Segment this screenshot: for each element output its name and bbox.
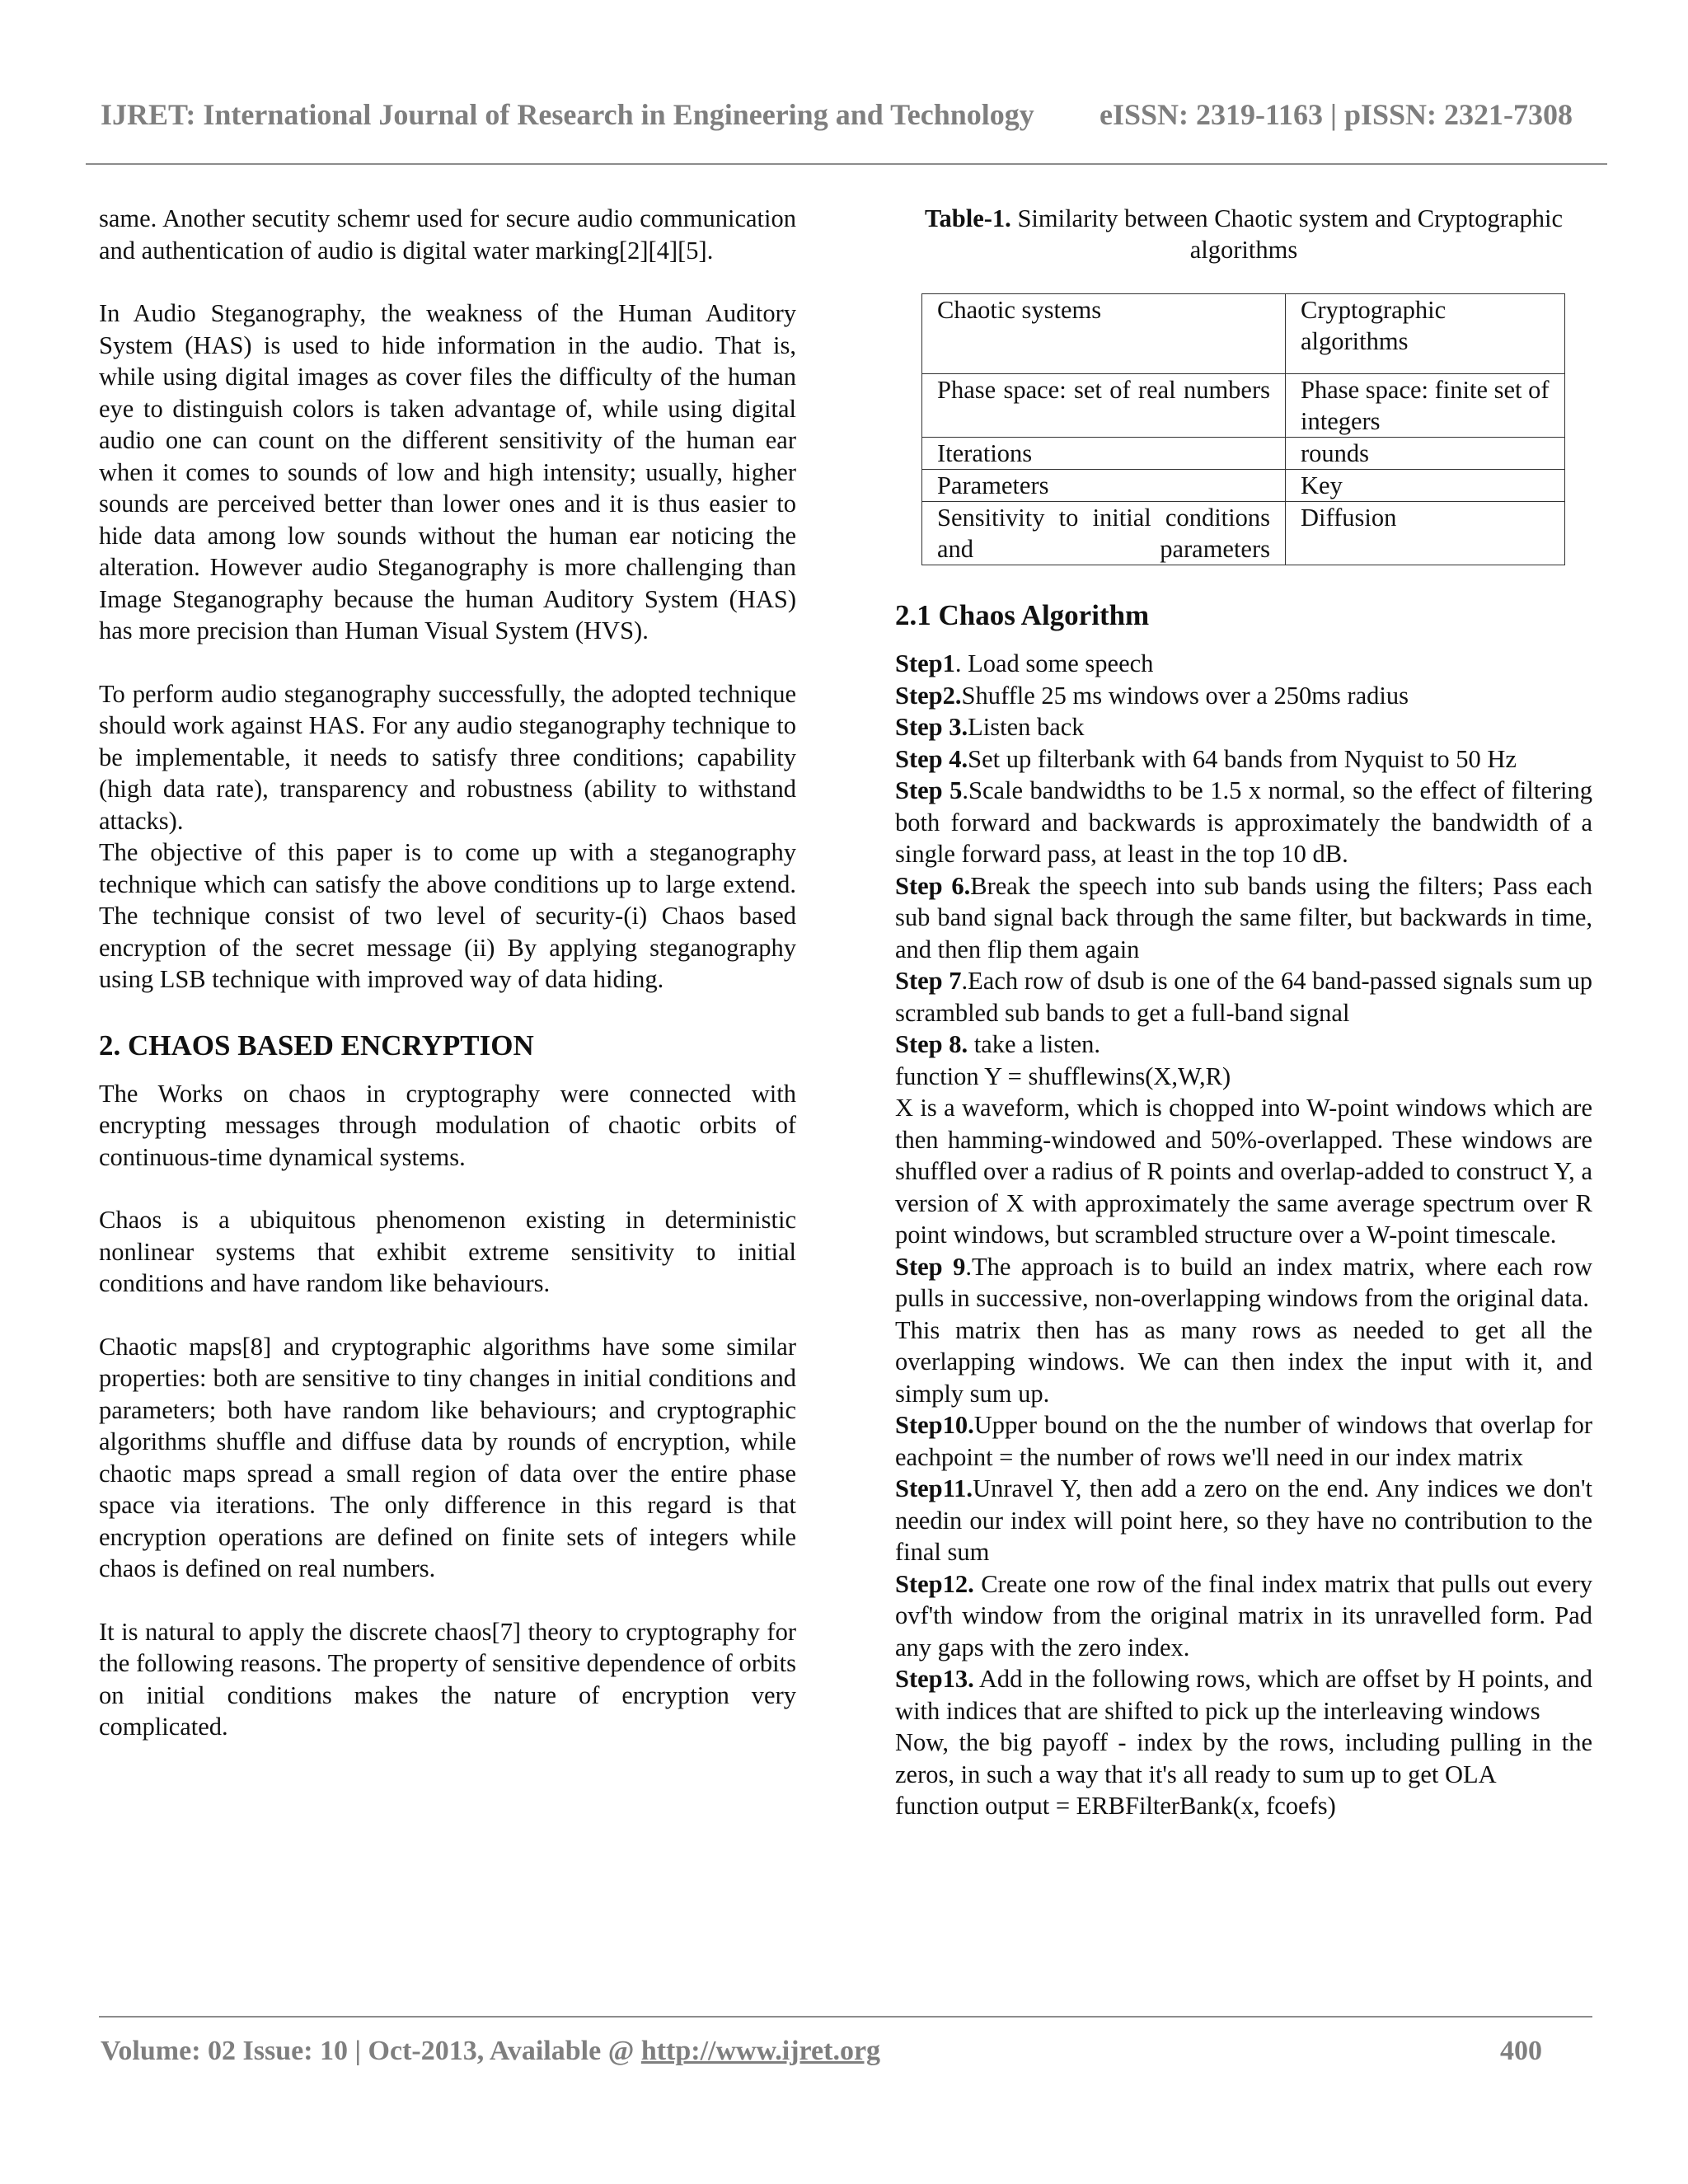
algorithm-step: Step 9.The approach is to build an index matrix, where each row pulls in successive, non-overlapping windows from the original data. [895, 1252, 1593, 1312]
volume-info: Volume: 02 Issue: 10 | Oct-2013, Available @ [101, 2036, 641, 2066]
journal-title: IJRET: International Journal of Research in Engineering and Technology [101, 98, 1034, 131]
algorithm-step: Step 8. take a listen. [895, 1030, 1101, 1058]
table-cell: Phase space: finite set of integers [1286, 374, 1565, 438]
paragraph: The Works on chaos in cryptography were connected with encrypting messages through modulation of chaotic orbits of continuous-time dynamical systems. [99, 1079, 796, 1171]
function-signature: function output = ERBFilterBank(x, fcoefs) [895, 1792, 1336, 1820]
algorithm-step: Step 5.Scale bandwidths to be 1.5 x normal, so the effect of filtering both forward and backwards is approximately the bandwidth of a single forward pass, at least in the top 10 dB. [895, 776, 1592, 868]
paragraph: This matrix then has as many rows as needed to get all the overlapping windows. We can then index the input with it, and simply sum up. [895, 1315, 1592, 1408]
page-number: 400 [1500, 2036, 1542, 2066]
table-row [922, 374, 1565, 438]
paragraph: Now, the big payoff - index by the rows, including pulling in the zeros, in such a way that it's all ready to sum up to get OLA [895, 1728, 1592, 1788]
table-cell: rounds [1286, 438, 1565, 470]
comparison-table [921, 293, 1565, 565]
section-heading: 2. CHAOS BASED ENCRYPTION [99, 1029, 534, 1062]
algorithm-step: Step 3.Listen back [895, 713, 1085, 741]
algorithm-step: Step10.Upper bound on the the number of windows that overlap for eachpoint = the number of rows we'll need in our index matrix [895, 1411, 1592, 1471]
table-cell: Chaotic systems [922, 294, 1286, 374]
page-footer [101, 2036, 1584, 2067]
algorithm-step: Step11.Unravel Y, then add a zero on the end. Any indices we don't needin our index will point here, so they have no contribution to the final sum [895, 1474, 1592, 1566]
journal-link[interactable]: http://www.ijret.org [640, 2036, 881, 2066]
function-signature: function Y = shufflewins(X,W,R) [895, 1062, 1231, 1090]
algorithm-step: Step 6.Break the speech into sub bands using the filters; Pass each sub band signal back through the same filter, but backwards in time, and then flip them again [895, 871, 1592, 963]
algorithm-step: Step 7.Each row of dsub is one of the 64 band-passed signals sum up scrambled sub bands to get a full-band signal [895, 967, 1592, 1027]
paragraph: In Audio Steganography, the weakness of the Human Auditory System (HAS) is used to hide information in the audio. That is, while using digital images as cover files the difficulty of the human eye to distinguish colors is taken advantage of, while using digital audio one can count on the different sensitivity of the human ear when it comes to sounds of low and high intensity; usually, higher sounds are perceived better than lower ones and it is thus easier to hide data among low sounds without the human ear noticing the alteration. However audio Steganography is more challenging than Image Steganography because the human Auditory System (HAS) has more precision than Human Visual System (HVS). [99, 299, 796, 644]
table-row [922, 438, 1565, 470]
table-caption-label: Table-1. [925, 204, 1011, 232]
paragraph: Chaos is a ubiquitous phenomenon existing in deterministic nonlinear systems that exhibit extreme sensitivity to initial conditions and have random like behaviours. [99, 1206, 796, 1297]
algorithm-step: Step13. Add in the following rows, which are offset by H points, and with indices that are shifted to pick up the interleaving windows [895, 1665, 1592, 1725]
table-cell: Sensitivity to initial conditions and parameters [922, 502, 1286, 565]
table-cell: Iterations [922, 438, 1286, 470]
footer-divider [99, 2016, 1592, 2018]
table-cell: Phase space: set of real numbers [922, 374, 1286, 438]
algorithm-step: Step1. Load some speech [895, 649, 1154, 677]
table-caption-text: Similarity between Chaotic system and Cryptographic algorithms [1010, 204, 1563, 264]
paragraph: Chaotic maps[8] and cryptographic algorithms have some similar properties: both are sensitive to tiny changes in initial conditions and parameters; both have random like behaviours; and cryptographic algorithms shuffle and diffuse data by rounds of encryption, while chaotic maps spread a small region of data over the entire phase space via iterations. The only difference in this regard is that encryption operations are defined on finite sets of integers while chaos is defined on real numbers. [99, 1332, 796, 1582]
right-column [895, 203, 1592, 1822]
paragraph: same. Another secutity schemr used for secure audio communication and authentication of audio is digital water marking[2][4][5]. [99, 204, 796, 265]
paragraph: X is a waveform, which is chopped into W-point windows which are then hamming-windowed and 50%-overlapped. These windows are shuffled over a radius of R points and overlap-added to construct Y, a version of X with approximately the same average spectrum over R point windows, but scrambled structure over a W-point timescale. [895, 1094, 1592, 1249]
table-row [922, 470, 1565, 502]
table-row [922, 502, 1565, 565]
page-header [101, 97, 1584, 132]
paragraph: It is natural to apply the discrete chaos[7] theory to cryptography for the following reasons. The property of sensitive dependence of orbits on initial conditions makes the nature of encryption very complicated. [99, 1617, 796, 1741]
table-header-row [922, 294, 1565, 374]
issn-numbers: eISSN: 2319-1163 | pISSN: 2321-7308 [1100, 98, 1573, 131]
algorithm-step: Step 4.Set up filterbank with 64 bands from Nyquist to 50 Hz [895, 744, 1517, 773]
table-cell: Diffusion [1286, 502, 1565, 565]
left-column [99, 203, 796, 1743]
algorithm-step: Step12. Create one row of the final index matrix that pulls out every ovf'th window from the original matrix in its unravelled form. Pad any gaps with the zero index. [895, 1569, 1592, 1661]
table-cell: Cryptographic algorithms [1286, 294, 1565, 374]
header-divider [86, 163, 1607, 165]
algorithm-step: Step2.Shuffle 25 ms windows over a 250ms radius [895, 681, 1409, 710]
table-caption [895, 203, 1592, 265]
table-cell: Parameters [922, 470, 1286, 502]
table-cell: Key [1286, 470, 1565, 502]
paragraph: The objective of this paper is to come up with a steganography technique which can satisfy the above conditions up to large extend. The technique consist of two level of security-(i) Chaos based encryption of the secret message (ii) By applying steganography using LSB technique with improved way of data hiding. [99, 838, 796, 993]
subsection-heading: 2.1 Chaos Algorithm [895, 599, 1150, 631]
paragraph: To perform audio steganography successfully, the adopted technique should work against HAS. For any audio steganography technique to be implementable, it needs to satisfy three conditions; capability (high data rate), transparency and robustness (ability to withstand attacks). [99, 679, 796, 835]
